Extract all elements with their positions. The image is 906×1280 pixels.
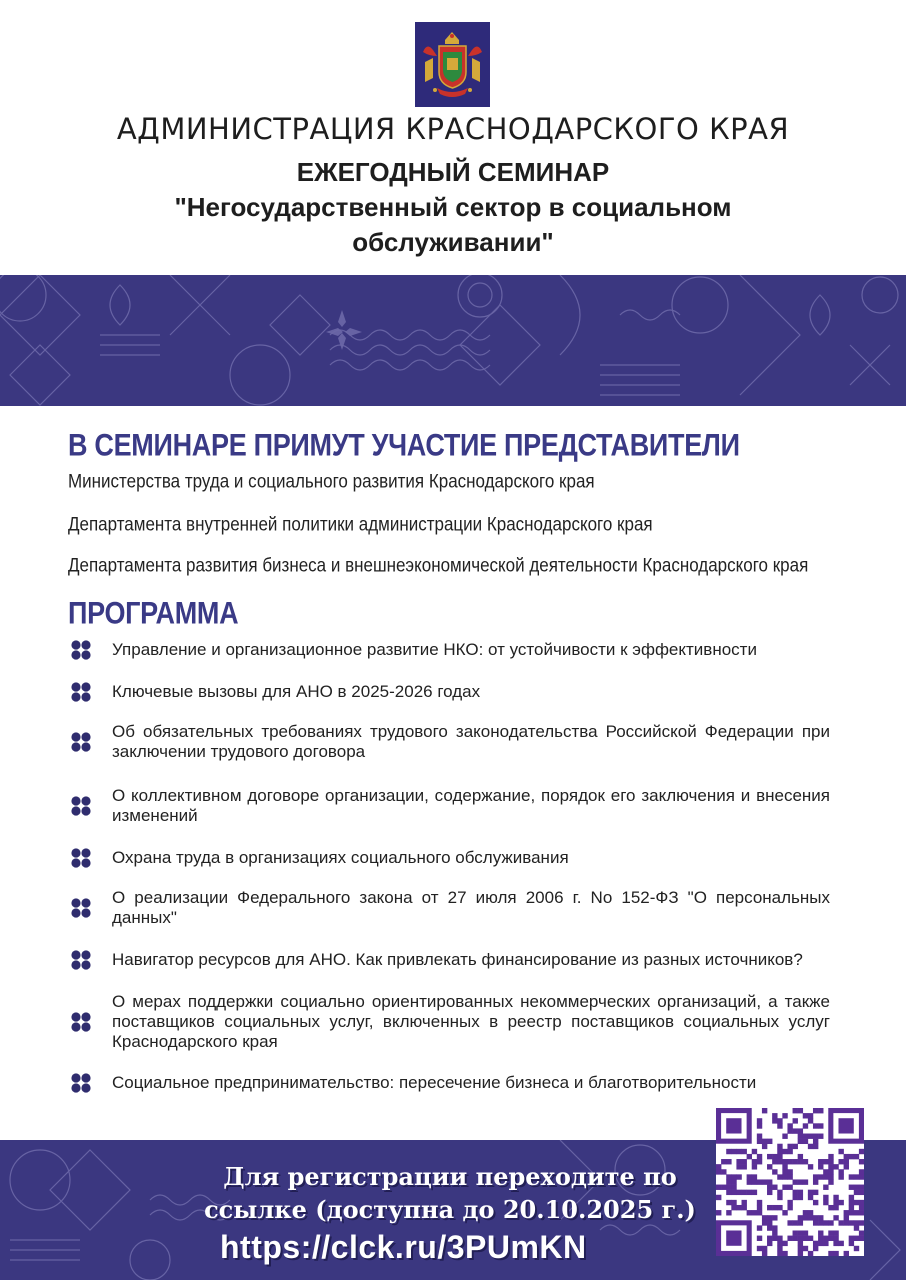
four-petal-bullet-icon — [70, 639, 92, 661]
four-petal-bullet-icon — [70, 897, 92, 919]
krasnodar-coat-of-arms-icon — [415, 22, 490, 107]
program-item-text: О реализации Федерального закона от 27 июля 2006 г. No 152-ФЗ "О персональных данных" — [112, 888, 830, 927]
program-item-text: Охрана труда в организациях социального обслуживания — [112, 848, 569, 867]
event-type: ЕЖЕГОДНЫЙ СЕМИНАР — [296, 157, 610, 187]
registration-link[interactable]: https://clck.ru/3PUmKN — [220, 1229, 587, 1265]
program-item-text: Навигатор ресурсов для АНО. Как привлекать финансирование из разных источников? — [112, 950, 803, 969]
four-petal-bullet-icon — [70, 1011, 92, 1033]
program-item-text: Социальное предпринимательство: пересечение бизнеса и благотворительности — [112, 1073, 757, 1092]
registration-line-1: Для регистрации переходите по — [223, 1162, 677, 1191]
program-item-text: О коллективном договоре организации, содержание, порядок его заключения и внесения изменений — [112, 786, 830, 825]
program-item-text: Об обязательных требованиях трудового законодательства Российской Федерации при заключении трудового договора — [112, 722, 830, 761]
program-item-text: Ключевые вызовы для АНО в 2025-2026 годах — [112, 682, 481, 701]
four-petal-bullet-icon — [70, 795, 92, 817]
four-petal-bullet-icon — [70, 847, 92, 869]
event-title: "Негосударственный сектор в социальном обслуживании" — [174, 192, 732, 257]
venue-banner — [0, 275, 906, 406]
participant-item: Министерства труда и социального развития Краснодарского края — [68, 470, 595, 492]
participant-item: Департамента развития бизнеса и внешнеэкономической деятельности Краснодарского края — [68, 554, 809, 576]
four-petal-bullet-icon — [70, 731, 92, 753]
program-heading: ПРОГРАММА — [68, 596, 239, 631]
four-petal-bullet-icon — [70, 681, 92, 703]
registration-line-2: ссылке (доступна до 20.10.2025 г.) — [204, 1195, 696, 1224]
organization-title: АДМИНИСТРАЦИЯ КРАСНОДАРСКОГО КРАЯ — [116, 112, 790, 146]
participants-heading: В СЕМИНАРЕ ПРИМУТ УЧАСТИЕ ПРЕДСТАВИТЕЛИ — [68, 428, 740, 463]
four-petal-bullet-icon — [70, 1072, 92, 1094]
participant-item: Департамента внутренней политики администрации Краснодарского края — [68, 513, 653, 535]
registration-text — [200, 1160, 700, 1226]
ornament-pattern — [0, 275, 906, 406]
qr-code-icon[interactable] — [716, 1108, 864, 1256]
program-item-text: О мерах поддержки социально ориентированных некоммерческих организаций, а также поставщиков социальных услуг, включенных в реестр поставщиков социальных услуг Краснодарского края — [112, 992, 830, 1051]
four-petal-bullet-icon — [70, 949, 92, 971]
program-item-text: Управление и организационное развитие НКО: от устойчивости к эффективности — [112, 640, 757, 659]
